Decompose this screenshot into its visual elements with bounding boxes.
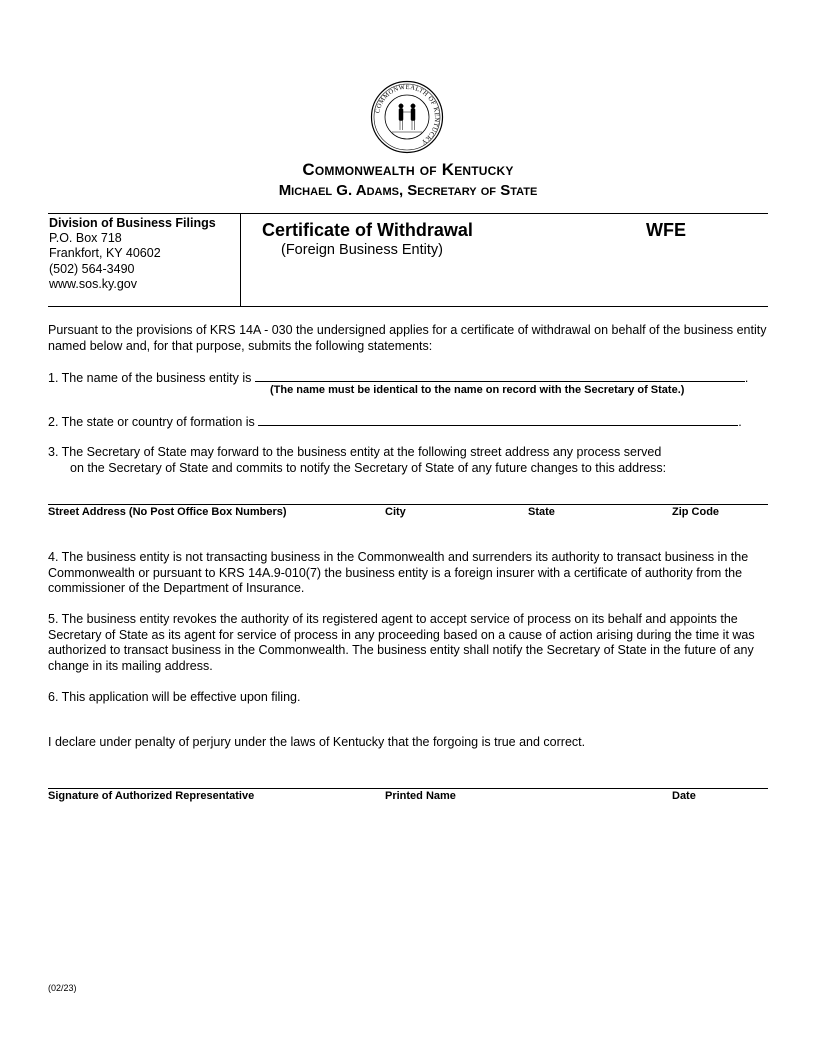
address-field-line[interactable] — [48, 504, 768, 505]
entity-name-field[interactable] — [255, 370, 745, 382]
header-divider — [240, 213, 241, 307]
signature-field-line[interactable] — [48, 788, 768, 789]
item-5: 5. The business entity revokes the authority of its registered agent to accept service of process on its behalf and appoints the Secretary of State as its agent for service of process in any proceeding based on a cause of action arising during the time it was authorized to transact business in the Commonwealth. The business entity shall notify the Secretary of State in the future of any change in its mailing address. — [48, 612, 755, 673]
item-3-line-1: 3. The Secretary of State may forward to the business entity at the following street address any process served — [48, 445, 662, 459]
item-3-line-2: on the Secretary of State and commits to notify the Secretary of State of any future changes to this address: — [70, 460, 667, 475]
revision-date: (02/23) — [48, 983, 77, 993]
item-2: 2. The state or country of formation is . — [48, 415, 742, 429]
street-address-label: Street Address (No Post Office Box Numbers) — [48, 506, 287, 518]
form-code: WFE — [646, 220, 686, 240]
item-6: 6. This application will be effective upon filing. — [48, 690, 301, 704]
header-bottom-rule — [48, 306, 768, 307]
item-1: 1. The name of the business entity is . — [48, 371, 749, 385]
city-label: City — [385, 506, 406, 518]
division-name: Division of Business Filings — [49, 216, 216, 230]
intro-paragraph: Pursuant to the provisions of KRS 14A - 030 the undersigned applies for a certificate of withdrawal on behalf of the business entity named below and, for that purpose, submits the following statements: — [48, 323, 767, 353]
title-commonwealth: Commonwealth of Kentucky — [302, 160, 514, 179]
form-subtitle: (Foreign Business Entity) — [281, 242, 443, 258]
title-secretary: Michael G. Adams, Secretary of State — [278, 182, 538, 199]
zip-code-label: Zip Code — [672, 506, 720, 518]
header-top-rule — [48, 213, 768, 214]
website: www.sos.ky.gov — [49, 276, 137, 291]
signature-label: Signature of Authorized Representative — [48, 790, 255, 802]
state-label: State — [528, 506, 555, 518]
po-box: P.O. Box 718 — [49, 231, 122, 246]
item-1-text: 1. The name of the business entity is — [48, 371, 252, 385]
declaration: I declare under penalty of perjury under the laws of Kentucky that the forgoing is true and correct. — [48, 735, 586, 749]
city-state-zip: Frankfort, KY 40602 — [49, 246, 161, 261]
form-title: Certificate of Withdrawal — [262, 220, 473, 240]
item-2-text: 2. The state or country of formation is — [48, 415, 255, 429]
svg-text:COMMONWEALTH OF KENTUCKY: COMMONWEALTH OF KENTUCKY — [374, 83, 441, 146]
item-3 — [48, 445, 770, 476]
item-4: 4. The business entity is not transacting business in the Commonwealth and surrenders its authority to transact business in the Commonwealth or pursuant to KRS 14A.9-010(7) the business entity is a foreign insurer with a certificate of authority from the commissioner of the Department of Insurance. — [48, 550, 749, 595]
item-1-note: (The name must be identical to the name on record with the Secretary of State.) — [270, 384, 685, 396]
office-address — [49, 216, 216, 292]
printed-name-label: Printed Name — [385, 790, 456, 802]
phone: (502) 564-3490 — [49, 261, 135, 276]
state-seal — [370, 80, 444, 154]
formation-state-field[interactable] — [258, 414, 738, 426]
date-label: Date — [672, 790, 696, 802]
